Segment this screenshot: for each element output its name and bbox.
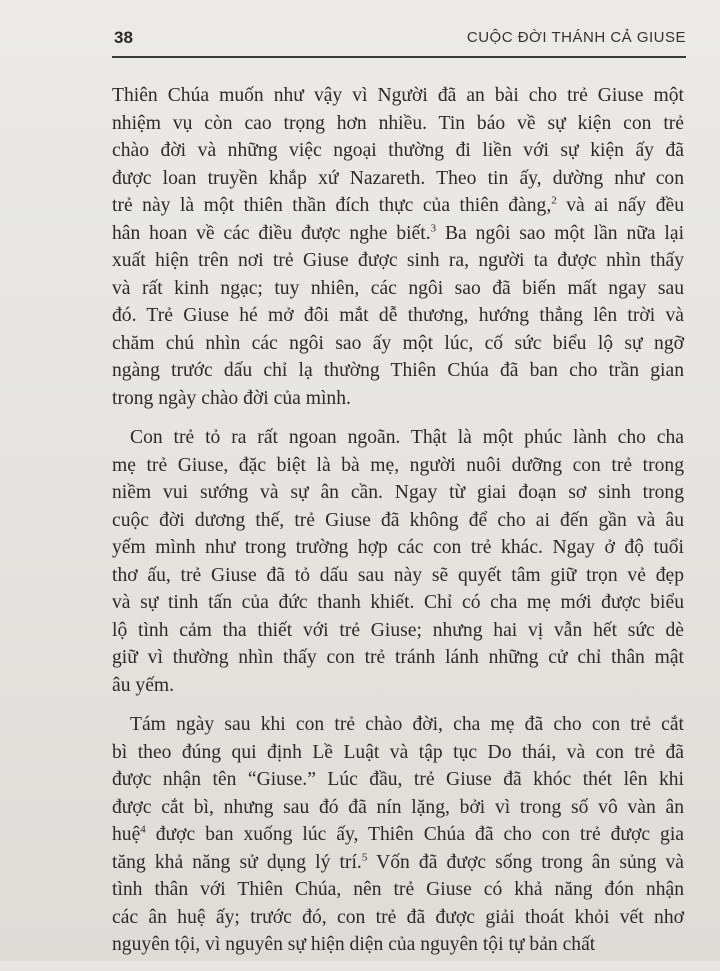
text-segment: cuộc đời dương thế, trẻ Giuse đã không để cho ai đến gần và âu (112, 509, 684, 531)
footnote-marker: 3 (430, 221, 437, 234)
text-segment: thơ ấu, trẻ Giuse đã tỏ dấu sau này sẽ quyết tâm giữ trọn vẻ đẹp (112, 564, 684, 586)
page-number: 38 (114, 28, 133, 47)
text-segment: Con trẻ tỏ ra rất ngoan ngoãn. Thật là một phúc lành cho cha (130, 427, 684, 448)
text-segment: chào đời và những việc ngoại thường đi liền với sự kiện ấy đã (112, 140, 684, 161)
text-line (112, 672, 684, 700)
text-line (112, 849, 684, 877)
text-segment: giữ vì thường nhìn thấy con trẻ tránh lánh những cử chỉ thân mật (112, 647, 684, 668)
text-segment: nhiệm vụ còn cao trọng hơn nhiều. Tin báo về sự kiện con trẻ (112, 112, 684, 134)
text-segment: các ân huệ ấy; trước đó, con trẻ đã được giải thoát khỏi vết nhơ (112, 906, 684, 928)
text-line (112, 876, 684, 904)
text-line (112, 617, 684, 645)
text-line (112, 711, 684, 739)
text-line (112, 479, 684, 507)
body-text (112, 82, 684, 971)
text-line (112, 589, 684, 617)
text-line (112, 302, 684, 330)
text-segment: tăng khả năng sử dụng lý trí. (112, 851, 362, 873)
text-line (112, 220, 684, 248)
text-segment: bì theo đúng qui định Lề Luật và tập tục Do thái, và con trẻ đã (112, 741, 684, 763)
text-line (112, 904, 684, 932)
text-segment: tình thân với Thiên Chúa, nên trẻ Giuse có khả năng đón nhận (112, 879, 684, 900)
running-title: CUỘC ĐỜI THÁNH CẢ GIUSE (466, 29, 686, 46)
text-segment: chăm chú nhìn các ngôi sao ấy một lúc, cố sức biểu lộ sự ngỡ (112, 332, 684, 354)
text-line (112, 766, 684, 794)
text-line (112, 357, 684, 385)
text-segment: Thiên Chúa muốn như vậy vì Người đã an bài cho trẻ Giuse một (112, 85, 684, 106)
text-line (112, 385, 684, 413)
text-line (112, 110, 684, 138)
page-header (112, 26, 686, 58)
text-segment: được loan truyền khắp xứ Nazareth. Theo tin ấy, dường như con (112, 167, 684, 189)
text-segment: và rất kinh ngạc; tuy nhiên, các ngôi sao đã biến mất ngay sau (112, 277, 684, 299)
text-segment: mẹ trẻ Giuse, đặc biệt là bà mẹ, người nuôi dưỡng con trẻ trong (112, 454, 684, 476)
text-segment: Vốn đã được sống trong ân sủng và (367, 851, 684, 873)
text-segment: trong ngày chào đời của mình. (112, 387, 351, 409)
text-line (112, 137, 684, 165)
text-line (112, 534, 684, 562)
text-line (112, 452, 684, 480)
text-line (112, 275, 684, 303)
text-line (112, 794, 684, 822)
paragraph (112, 82, 684, 412)
text-line (112, 192, 684, 220)
text-segment: hân hoan về các điều được nghe biết. (112, 222, 431, 244)
text-line (112, 424, 684, 452)
text-line (112, 82, 684, 110)
text-segment: lộ tình cảm tha thiết với trẻ Giuse; nhưng hai vị vẫn hết sức dè (112, 619, 684, 641)
text-segment: Ba ngôi sao một lần nữa lại (436, 222, 685, 244)
text-line (112, 165, 684, 193)
footnote-marker: 5 (361, 850, 368, 863)
paragraph (112, 424, 684, 699)
text-segment: âu yếm. (112, 674, 175, 696)
text-line (112, 562, 684, 590)
text-segment: đó. Trẻ Giuse hé mở đôi mắt dễ thương, hướng thẳng lên trời và (112, 305, 684, 326)
text-segment: được ban xuống lúc ấy, Thiên Chúa đã cho con trẻ được gia (145, 824, 684, 845)
text-segment: Tám ngày sau khi con trẻ chào đời, cha mẹ đã cho con trẻ cắt (130, 714, 684, 735)
text-segment: và sự tinh tấn của đức thanh khiết. Chỉ có cha mẹ mới được biểu (112, 592, 684, 613)
text-segment: và ai nấy đều (556, 195, 685, 216)
text-line (112, 931, 684, 959)
text-line (112, 644, 684, 672)
paragraph (112, 711, 684, 959)
text-segment: huệ (112, 824, 141, 845)
text-segment: trẻ này là một thiên thần đích thực của thiên đàng, (112, 195, 552, 216)
text-line (112, 821, 684, 849)
text-segment: xuất hiện trên nơi trẻ Giuse được sinh ra, người ta được nhìn thấy (112, 250, 684, 271)
text-segment: niềm vui sướng và sự ân cần. Ngay từ giai đoạn sơ sinh trong (112, 482, 684, 503)
text-segment: nguyên tội, vì nguyên sự hiện diện của nguyên tội tự bản chất (112, 934, 596, 955)
text-line (112, 247, 684, 275)
text-segment: được cắt bì, nhưng sau đó đã nín lặng, bởi vì trong số vô vàn ân (112, 796, 684, 818)
text-line (112, 739, 684, 767)
text-segment: yếm mình như trong trường hợp các con trẻ khác. Ngay ở độ tuổi (112, 537, 684, 558)
text-segment: ngàng trước dấu chỉ lạ thường Thiên Chúa đã ban cho trần gian (112, 360, 684, 381)
text-line (112, 330, 684, 358)
footnote-marker: 4 (140, 823, 146, 836)
text-segment: được nhận tên “Giuse.” Lúc đầu, trẻ Giuse đã khóc thét lên khi (112, 769, 684, 790)
text-line (112, 507, 684, 535)
footnote-marker: 2 (551, 194, 557, 207)
